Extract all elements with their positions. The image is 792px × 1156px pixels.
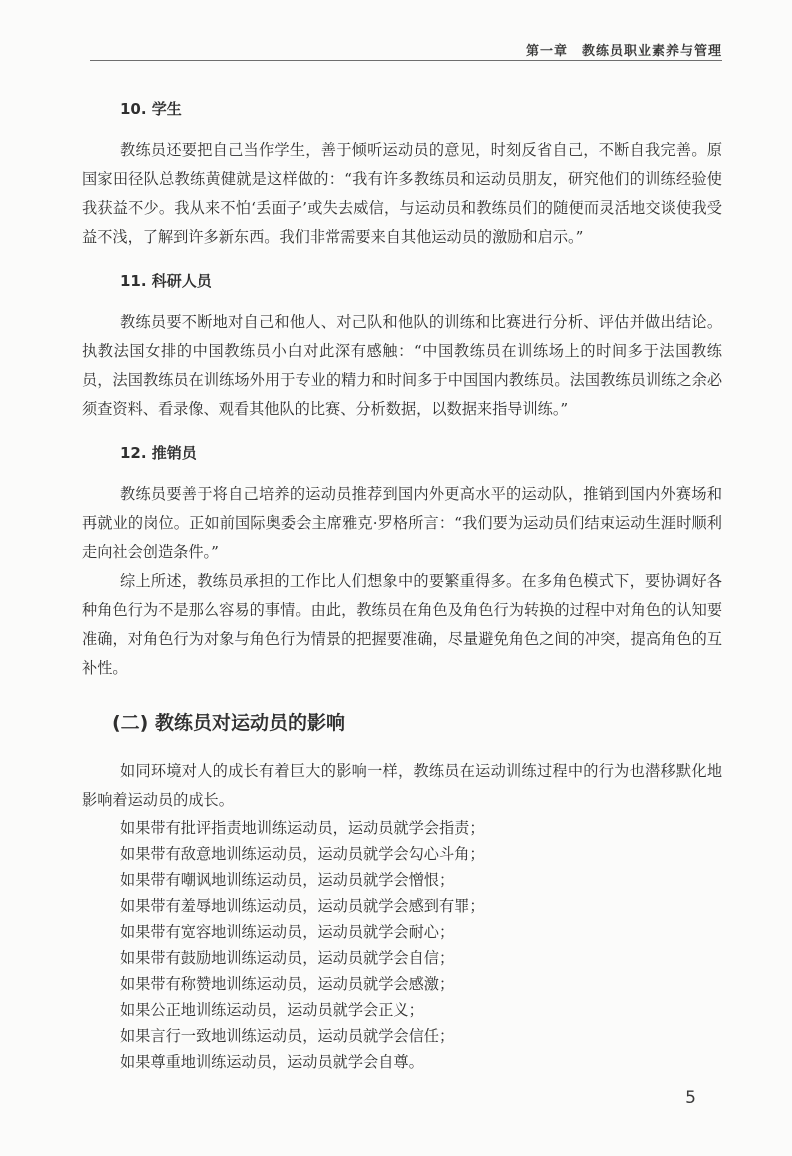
page-number: 5 bbox=[685, 1088, 696, 1108]
heading-researcher: 11. 科研人员 bbox=[120, 272, 212, 290]
list-item: 如果带有鼓励地训练运动员，运动员就学会自信； bbox=[120, 949, 455, 967]
paragraph-promoter: 教练员要善于将自己培养的运动员推荐到国内外更高水平的运动队，推销到国内外赛场和再就业的岗位。正如前国际奥委会主席雅克·罗格所言：“我们要为运动员们结束运动生涯时顺利走向社会创造条件。” bbox=[82, 485, 722, 561]
heading-promoter: 12. 推销员 bbox=[120, 444, 197, 462]
page-body bbox=[82, 94, 722, 1075]
list-item: 如果带有宽容地训练运动员，运动员就学会耐心； bbox=[120, 923, 455, 941]
paragraph-student: 教练员还要把自己当作学生，善于倾听运动员的意见，时刻反省自己，不断自我完善。原国家田径队总教练黄健就是这样做的：“我有许多教练员和运动员朋友，研究他们的训练经验使我获益不少。我从来不怕‘丢面子’或失去威信，与运动员和教练员们的随便而灵活地交谈使我受益不浅，了解到许多新东西。我们非常需要来自其他运动员的激励和启示。” bbox=[82, 141, 722, 246]
header-rule bbox=[90, 60, 722, 61]
list-item: 如果言行一致地训练运动员，运动员就学会信任； bbox=[120, 1027, 455, 1045]
paragraph-summary: 综上所述，教练员承担的工作比人们想象中的要繁重得多。在多角色模式下，要协调好各种角色行为不是那么容易的事情。由此，教练员在角色及角色行为转换的过程中对角色的认知要准确，对角色行为对象与角色行为情景的把握要准确，尽量避免角色之间的冲突，提高角色的互补性。 bbox=[82, 572, 722, 677]
influence-list bbox=[82, 815, 722, 1075]
list-item: 如果公正地训练运动员，运动员就学会正义； bbox=[120, 1001, 424, 1019]
section-heading-influence: (二) 教练员对运动员的影响 bbox=[112, 712, 345, 734]
list-item: 如果带有羞辱地训练运动员，运动员就学会感到有罪； bbox=[120, 897, 485, 915]
list-item: 如果带有称赞地训练运动员，运动员就学会感激； bbox=[120, 975, 455, 993]
paragraph-researcher: 教练员要不断地对自己和他人、对己队和他队的训练和比赛进行分析、评估并做出结论。执教法国女排的中国教练员小白对此深有感触：“中国教练员在训练场上的时间多于法国教练员，法国教练员在训练场外用于专业的精力和时间多于中国国内教练员。法国教练员训练之余必须查资料、看录像、观看其他队的比赛、分析数据，以数据来指导训练。” bbox=[82, 313, 722, 418]
running-header: 第一章 教练员职业素养与管理 bbox=[525, 44, 722, 59]
list-item: 如果尊重地训练运动员，运动员就学会自尊。 bbox=[120, 1053, 424, 1071]
heading-student: 10. 学生 bbox=[120, 100, 182, 118]
list-item: 如果带有批评指责地训练运动员，运动员就学会指责； bbox=[120, 819, 485, 837]
list-item: 如果带有敌意地训练运动员，运动员就学会勾心斗角； bbox=[120, 845, 485, 863]
list-item: 如果带有嘲讽地训练运动员，运动员就学会憎恨； bbox=[120, 871, 455, 889]
paragraph-influence-intro: 如同环境对人的成长有着巨大的影响一样，教练员在运动训练过程中的行为也潜移默化地影响着运动员的成长。 bbox=[82, 762, 722, 809]
